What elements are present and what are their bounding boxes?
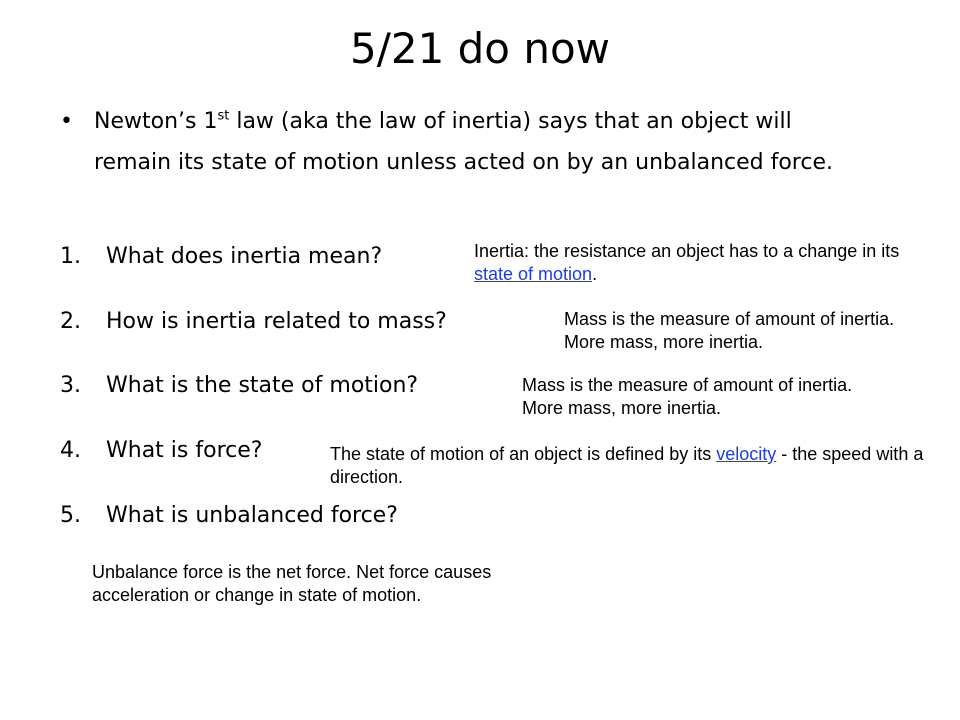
bullet-text-part1: Newton’s 1 — [94, 109, 218, 134]
question-3 — [60, 373, 418, 399]
question-text: What does inertia mean? — [106, 244, 383, 269]
question-number: 4. — [60, 438, 81, 463]
state-of-motion-link[interactable]: state of motion — [474, 264, 593, 285]
question-text: What is unbalanced force? — [106, 503, 398, 528]
velocity-link[interactable]: velocity — [716, 444, 777, 464]
bullet-dot-icon: • — [60, 109, 73, 134]
question-4 — [60, 438, 262, 464]
question-2 — [60, 309, 447, 335]
question-text: What is the state of motion? — [106, 373, 419, 398]
question-number: 3. — [60, 373, 81, 398]
question-5 — [60, 503, 398, 529]
answer-mass-a: Mass is the measure of amount of inertia. More mass, more inertia. — [564, 309, 895, 353]
question-text: How is inertia related to mass? — [106, 309, 447, 334]
answer-state-end: - the speed with a direction. — [330, 444, 924, 488]
answer-unbalanced-force: Unbalance force is the net force. Net force causes acceleration or change in state of motion. — [92, 562, 492, 606]
question-1 — [60, 244, 382, 270]
answer-inertia-end: . — [592, 264, 598, 285]
bullet-superscript: st — [217, 108, 230, 124]
answer-inertia — [474, 240, 914, 287]
question-number: 2. — [60, 309, 81, 334]
question-number: 5. — [60, 503, 81, 528]
answer-state-text: The state of motion of an object is defined by its — [330, 444, 717, 464]
answer-mass-b: Mass is the measure of amount of inertia. More mass, more inertia. — [522, 375, 853, 419]
slide-title: 5/21 do now — [349, 24, 611, 73]
question-number: 1. — [60, 244, 81, 269]
bullet-text — [94, 101, 874, 183]
answer-state-of-motion — [330, 443, 930, 490]
answer-inertia-text: Inertia: the resistance an object has to a change in its — [474, 241, 900, 261]
bullet-text-part2: law (aka the law of inertia) says that an object will remain its state of motion unless acted on by an unbalanced force. — [94, 109, 833, 175]
question-text: What is force? — [106, 438, 263, 463]
